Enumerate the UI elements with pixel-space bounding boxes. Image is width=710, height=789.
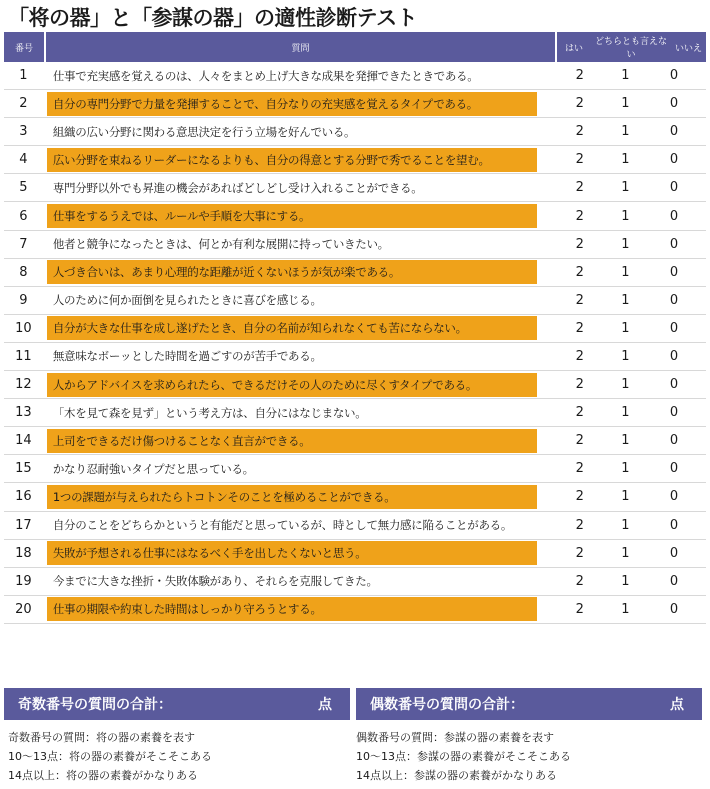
score-no: 0	[669, 545, 679, 561]
score-no: 0	[669, 208, 679, 224]
header-yes: はい	[564, 43, 583, 54]
question-text: 仕事で充実感を覚えるのは、人々をまとめ上げ大きな成果を発揮できたときである。	[52, 68, 479, 83]
header-maybe: どちらとも言えない	[594, 37, 667, 60]
question-number: 10	[15, 320, 32, 336]
score-maybe: 1	[621, 292, 630, 308]
question-text: 無意味なボーッとした時間を過ごすのが苦手である。	[52, 349, 322, 364]
score-no: 0	[669, 573, 679, 589]
score-no: 0	[669, 461, 679, 477]
table-row	[4, 568, 706, 596]
score-maybe: 1	[621, 320, 630, 336]
odd-total-unit: 点	[318, 697, 332, 713]
table-row	[4, 90, 706, 118]
score-maybe: 1	[621, 461, 630, 477]
question-text: 自分の専門分野で力量を発揮することで、自分なりの充実感を覚えるタイプである。	[47, 92, 537, 116]
table-row	[4, 118, 706, 146]
odd-note: 奇数番号の質問：将の器の素養を表す	[8, 731, 195, 744]
question-number: 14	[15, 433, 32, 449]
score-maybe: 1	[621, 152, 630, 168]
question-number: 17	[15, 517, 32, 533]
score-yes: 2	[575, 96, 584, 112]
table-row	[4, 146, 706, 174]
question-number: 5	[19, 180, 28, 196]
score-yes: 2	[575, 601, 584, 617]
score-yes: 2	[575, 124, 584, 140]
question-number: 15	[15, 461, 32, 477]
score-maybe: 1	[621, 433, 630, 449]
score-maybe: 1	[621, 180, 630, 196]
score-yes: 2	[575, 405, 584, 421]
table-row	[4, 259, 706, 287]
even-notes	[356, 728, 571, 785]
even-total-unit: 点	[670, 697, 684, 713]
question-number: 19	[15, 573, 32, 589]
question-text: 人からアドバイスを求められたら、できるだけその人のために尽くすタイプである。	[47, 373, 537, 397]
odd-total-label: 奇数番号の質問の合計：	[18, 697, 172, 713]
question-number: 12	[15, 377, 32, 393]
score-maybe: 1	[621, 601, 630, 617]
question-number: 20	[15, 601, 32, 617]
score-yes: 2	[575, 489, 584, 505]
question-text: 自分が大きな仕事を成し遂げたとき、自分の名前が知られなくても苦にならない。	[47, 316, 537, 340]
table-row	[4, 427, 706, 455]
score-no: 0	[669, 405, 679, 421]
table-row	[4, 343, 706, 371]
question-number: 7	[19, 236, 28, 252]
odd-notes	[8, 728, 212, 785]
score-maybe: 1	[621, 68, 630, 84]
odd-note: 10〜13点：将の器の素養がそこそこある	[8, 750, 212, 763]
score-maybe: 1	[621, 377, 630, 393]
question-number: 13	[15, 405, 32, 421]
score-yes: 2	[575, 348, 584, 364]
even-note: 偶数番号の質問：参謀の器の素養を表す	[356, 731, 554, 744]
question-text: 広い分野を束ねるリーダーになるよりも、自分の得意とする分野で秀でることを望む。	[47, 148, 537, 172]
score-yes: 2	[575, 517, 584, 533]
score-no: 0	[669, 124, 679, 140]
score-no: 0	[669, 152, 679, 168]
score-no: 0	[669, 180, 679, 196]
score-yes: 2	[575, 377, 584, 393]
question-text: 自分のことをどちらかというと有能だと思っているが、時として無力感に陥ることがある。	[52, 518, 513, 533]
table-row	[4, 483, 706, 511]
score-yes: 2	[575, 68, 584, 84]
score-maybe: 1	[621, 96, 630, 112]
table-row	[4, 596, 706, 624]
question-number: 16	[15, 489, 32, 505]
question-number: 6	[19, 208, 28, 224]
header-question: 質問	[44, 32, 557, 62]
question-text: 他者と競争になったときは、何とか有利な展開に持っていきたい。	[52, 237, 389, 252]
table-row	[4, 540, 706, 568]
table-row	[4, 371, 706, 399]
question-text: 専門分野以外でも昇進の機会があればどしどし受け入れることができる。	[52, 180, 423, 195]
score-maybe: 1	[621, 545, 630, 561]
even-total-box	[356, 688, 702, 720]
score-no: 0	[669, 68, 679, 84]
question-number: 3	[19, 124, 28, 140]
question-number: 4	[19, 152, 28, 168]
even-note: 14点以上：参謀の器の素養がかなりある	[356, 769, 557, 782]
score-no: 0	[669, 489, 679, 505]
score-yes: 2	[575, 180, 584, 196]
page-title: 「将の器」と「参謀の器」の適性診断テスト	[8, 6, 418, 30]
question-number: 9	[19, 292, 28, 308]
score-no: 0	[669, 96, 679, 112]
table-row	[4, 455, 706, 483]
score-yes: 2	[575, 461, 584, 477]
score-yes: 2	[575, 152, 584, 168]
score-maybe: 1	[621, 489, 630, 505]
table-row	[4, 174, 706, 202]
table-header	[4, 32, 706, 62]
question-text: 組織の広い分野に関わる意思決定を行う立場を好んでいる。	[52, 124, 356, 139]
score-yes: 2	[575, 545, 584, 561]
odd-note: 14点以上：将の器の素養がかなりある	[8, 769, 198, 782]
question-text: 人づき合いは、あまり心理的な距離が近くないほうが気が楽である。	[47, 260, 537, 284]
table-row	[4, 231, 706, 259]
score-yes: 2	[575, 292, 584, 308]
table-row	[4, 399, 706, 427]
score-yes: 2	[575, 320, 584, 336]
score-maybe: 1	[621, 124, 630, 140]
question-table	[4, 32, 706, 624]
table-row	[4, 512, 706, 540]
question-text: 仕事の期限や約束した時間はしっかり守ろうとする。	[47, 597, 537, 621]
score-yes: 2	[575, 236, 584, 252]
question-number: 8	[19, 264, 28, 280]
even-note: 10〜13点：参謀の器の素養がそこそこある	[356, 750, 571, 763]
question-text: 今までに大きな挫折・失敗体験があり、それらを克服してきた。	[52, 574, 378, 589]
score-no: 0	[669, 320, 679, 336]
header-number: 番号	[14, 43, 33, 54]
odd-total-box	[4, 688, 350, 720]
question-text: 人のために何か面倒を見られたときに喜びを感じる。	[52, 293, 322, 308]
score-yes: 2	[575, 573, 584, 589]
header-no: いいえ	[674, 43, 702, 54]
score-yes: 2	[575, 433, 584, 449]
score-maybe: 1	[621, 573, 630, 589]
question-number: 1	[19, 68, 28, 84]
score-maybe: 1	[621, 236, 630, 252]
table-row	[4, 202, 706, 230]
score-maybe: 1	[621, 517, 630, 533]
score-maybe: 1	[621, 264, 630, 280]
question-number: 18	[15, 545, 32, 561]
score-no: 0	[669, 601, 679, 617]
even-total-label: 偶数番号の質問の合計：	[370, 697, 524, 713]
question-text: かなり忍耐強いタイプだと思っている。	[52, 461, 254, 476]
score-yes: 2	[575, 208, 584, 224]
question-number: 11	[15, 348, 32, 364]
score-no: 0	[669, 264, 679, 280]
score-maybe: 1	[621, 405, 630, 421]
score-no: 0	[669, 377, 679, 393]
question-text: 「木を見て森を見ず」という考え方は、自分にはなじまない。	[52, 405, 367, 420]
table-row	[4, 315, 706, 343]
score-no: 0	[669, 348, 679, 364]
question-text: 上司をできるだけ傷つけることなく直言ができる。	[47, 429, 537, 453]
score-no: 0	[669, 433, 679, 449]
table-row	[4, 287, 706, 315]
question-text: 仕事をするうえでは、ルールや手順を大事にする。	[47, 204, 537, 228]
score-no: 0	[669, 517, 679, 533]
score-no: 0	[669, 292, 679, 308]
score-yes: 2	[575, 264, 584, 280]
table-row	[4, 62, 706, 90]
score-maybe: 1	[621, 208, 630, 224]
table-body	[4, 62, 706, 624]
question-text: 失敗が予想される仕事にはなるべく手を出したくないと思う。	[47, 541, 537, 565]
question-text: 1つの課題が与えられたらトコトンそのことを極めることができる。	[47, 485, 537, 509]
score-no: 0	[669, 236, 679, 252]
question-number: 2	[19, 96, 28, 112]
score-maybe: 1	[621, 348, 630, 364]
